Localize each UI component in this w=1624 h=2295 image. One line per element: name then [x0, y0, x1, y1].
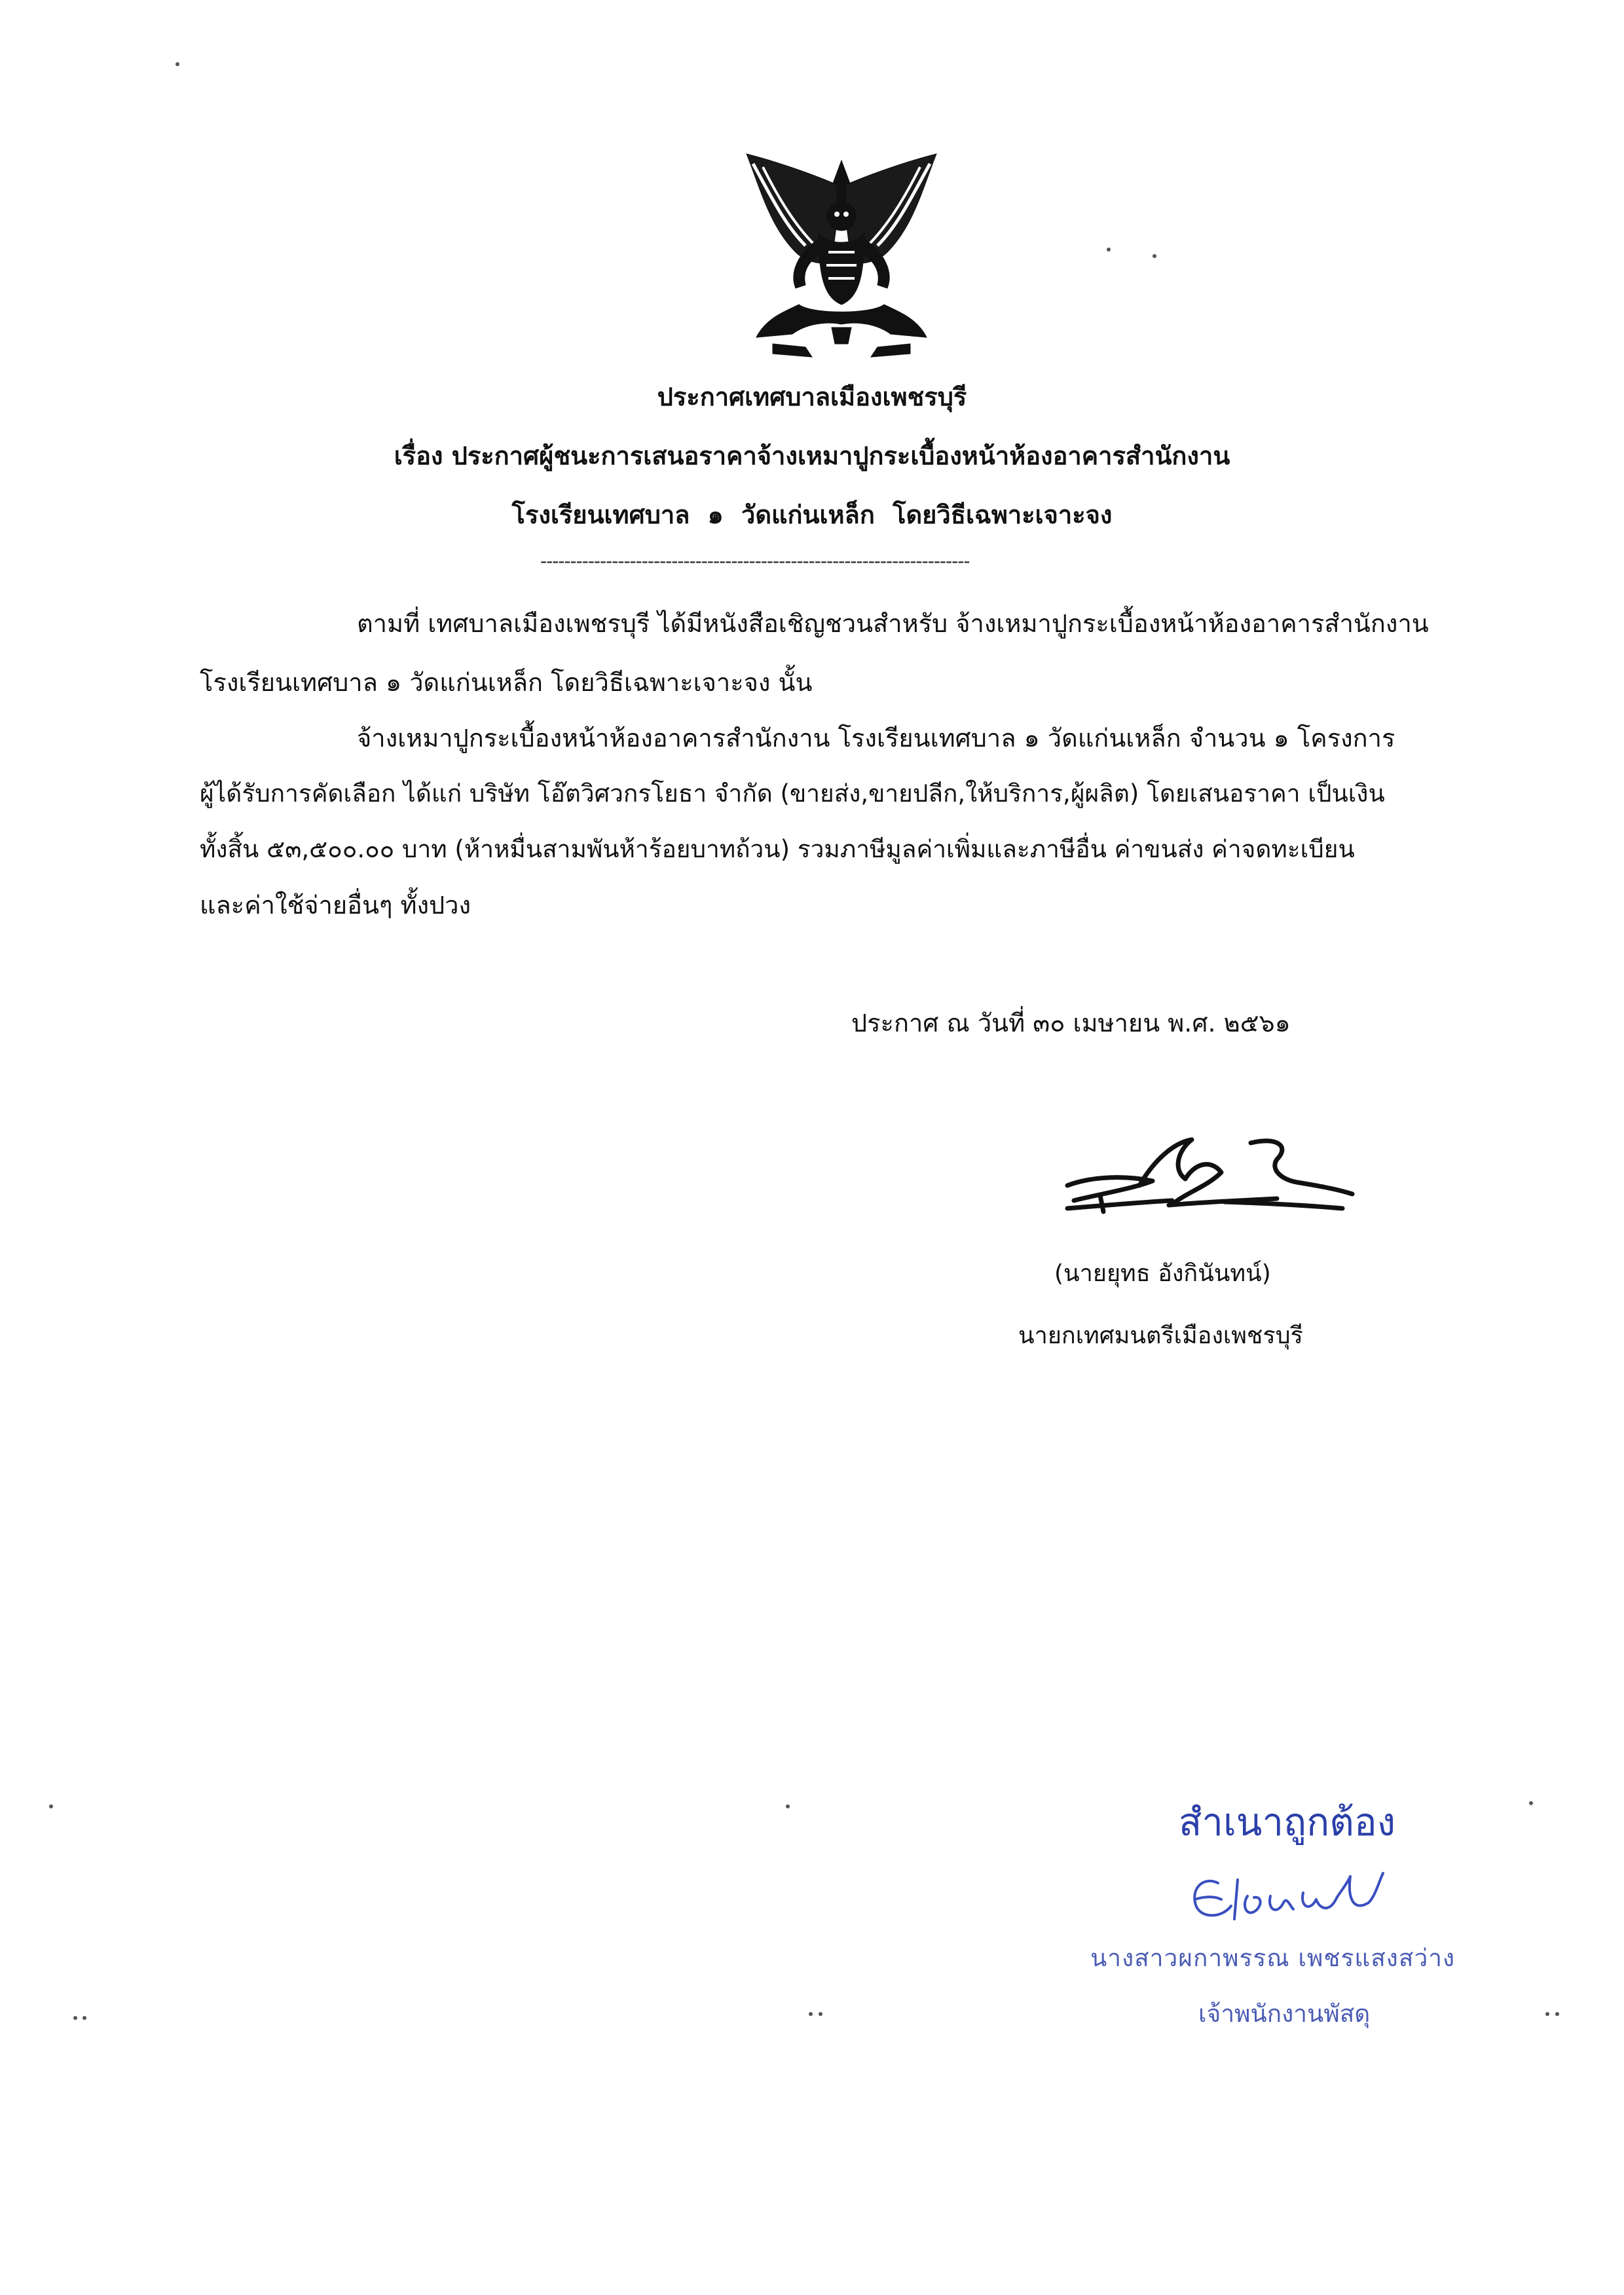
scan-speck: [1529, 1801, 1533, 1805]
announce-date: ประกาศ ณ วันที่ ๓๐ เมษายน พ.ศ. ๒๕๖๑: [851, 1009, 1291, 1037]
signatory-name: (นายยุทธ อังกินันทน์): [1054, 1260, 1271, 1287]
paragraph-2-line-2: ผู้ได้รับการคัดเลือก ได้แก่ บริษัท โอ๊ตวิศวกรโยธา จำกัด (ขายส่ง,ขายปลีก,ให้บริการ,ผู้ผลิต) โดยเสนอราคา เป็นเงิน: [200, 779, 1385, 808]
subject-line-2: โรงเรียนเทศบาล ๑ วัดแก่นเหล็ก โดยวิธีเฉพาะเจาะจง: [511, 500, 1113, 529]
certifier-name: นางสาวผกาพรรณ เพชรแสงสว่าง: [1090, 1944, 1456, 1972]
paragraph-2-line-3: ทั้งสิ้น ๕๓,๕๐๐.๐๐ บาท (ห้าหมื่นสามพันห้าร้อยบาทถ้วน) รวมภาษีมูลค่าเพิ่มและภาษีอื่น ค่าขนส่ง ค่าจดทะเบียน: [200, 835, 1355, 863]
scan-speck: [786, 1804, 790, 1808]
scan-speck: [1153, 254, 1156, 258]
scan-speck: [175, 62, 179, 66]
scan-speck: [819, 2012, 822, 2016]
handwritten-signature-icon: [1179, 1857, 1414, 1935]
scan-speck: [1107, 248, 1111, 252]
signature-icon: [1054, 1123, 1356, 1222]
scan-speck: [83, 2016, 86, 2020]
paragraph-1-line-2: โรงเรียนเทศบาล ๑ วัดแก่นเหล็ก โดยวิธีเฉพาะเจาะจง นั้น: [200, 668, 813, 697]
paragraph-2-line-4: และค่าใช้จ่ายอื่นๆ ทั้งปวง: [200, 891, 471, 920]
paragraph-1-line-1: ตามที่ เทศบาลเมืองเพชรบุรี ได้มีหนังสือเชิญชวนสำหรับ จ้างเหมาปูกระเบื้องหน้าห้องอาคารสำนักงาน: [357, 609, 1429, 638]
certified-copy-label: สำเนาถูกต้อง: [1179, 1800, 1396, 1844]
scan-speck: [73, 2016, 77, 2020]
scan-speck: [49, 1804, 53, 1808]
scan-speck: [1545, 2012, 1549, 2016]
signatory-position: นายกเทศมนตรีเมืองเพชรบุรี: [1018, 1322, 1303, 1349]
paragraph-2-line-1: จ้างเหมาปูกระเบื้องหน้าห้องอาคารสำนักงาน โรงเรียนเทศบาล ๑ วัดแก่นเหล็ก จำนวน ๑ โครงการ: [357, 724, 1395, 753]
page-title: ประกาศเทศบาลเมืองเพชรบุรี: [657, 382, 967, 411]
scan-speck: [809, 2012, 813, 2016]
garuda-emblem-icon: [733, 147, 950, 364]
certifier-position: เจ้าพนักงานพัสดุ: [1198, 2000, 1371, 2028]
divider: ------------------------------------------------------------------------: [540, 550, 970, 572]
subject-line: เรื่อง ประกาศผู้ชนะการเสนอราคาจ้างเหมาปูกระเบื้องหน้าห้องอาคารสำนักงาน: [394, 441, 1230, 470]
scan-speck: [1555, 2012, 1559, 2016]
